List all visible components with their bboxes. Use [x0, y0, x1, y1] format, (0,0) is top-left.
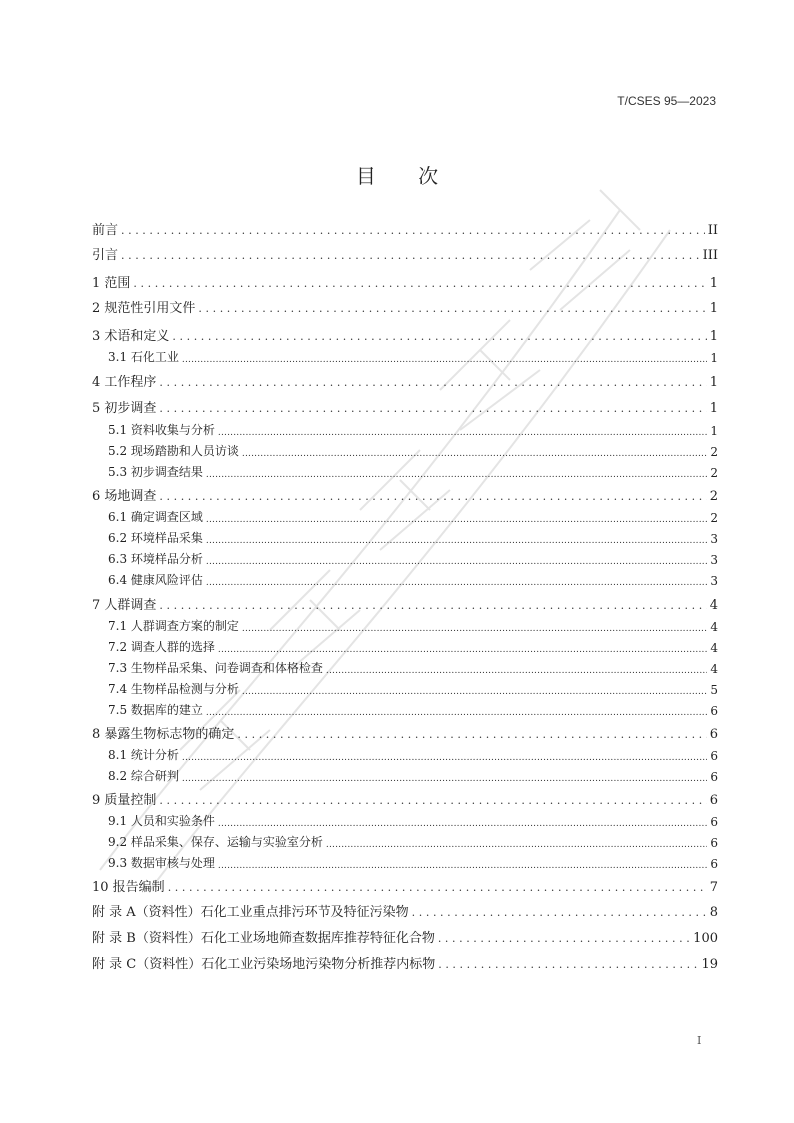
dot-leader — [182, 770, 707, 784]
toc-entry-title: 1 范围 — [92, 276, 131, 291]
dot-leader — [206, 553, 707, 567]
toc-entry-title: 6.3 环境样品分析 — [108, 552, 203, 566]
dot-leader — [121, 223, 705, 238]
toc-entry-title: 前言 — [92, 223, 119, 238]
dot-leader — [159, 489, 706, 504]
toc-entry-page: 6 — [710, 704, 718, 718]
dot-leader — [121, 248, 700, 263]
toc-entry-title: 6.4 健康风险评估 — [108, 573, 203, 587]
dot-leader — [242, 620, 707, 634]
toc-entry-page: 2 — [709, 489, 718, 504]
toc-entry-page: 1 — [709, 329, 718, 344]
toc-entry-title: 附 录 C（资料性）石化工业污染场地污染物分析推荐内标物 — [92, 957, 436, 972]
toc-entry-page: 6 — [710, 815, 718, 829]
toc-entry-page: 4 — [710, 662, 718, 676]
toc-entry-page: 4 — [710, 641, 718, 655]
toc-entry[interactable] — [108, 420, 718, 438]
dot-leader — [206, 532, 707, 546]
toc-entry[interactable] — [108, 745, 718, 763]
toc-entry-page: 1 — [709, 301, 718, 316]
toc-entry[interactable] — [92, 954, 718, 972]
toc-entry[interactable] — [92, 902, 718, 920]
toc-entry-page: 1 — [709, 276, 718, 291]
toc-entry[interactable] — [108, 347, 718, 365]
toc-entry[interactable] — [108, 570, 718, 588]
dot-leader — [159, 375, 706, 390]
toc-entry[interactable] — [92, 790, 718, 808]
toc-entry[interactable] — [108, 441, 718, 459]
toc-entry-title: 8.2 综合研判 — [108, 769, 179, 783]
toc-entry-page: 2 — [710, 445, 718, 459]
toc-entry-title: 5.1 资料收集与分析 — [108, 423, 215, 437]
dot-leader — [326, 662, 707, 676]
toc-entry-title: 5.3 初步调查结果 — [108, 465, 203, 479]
toc-entry[interactable] — [92, 298, 718, 316]
toc-entry[interactable] — [108, 766, 718, 784]
toc-entry-page: 7 — [709, 880, 718, 895]
toc-entry-page: 6 — [710, 857, 718, 871]
toc-entry-page: 1 — [709, 375, 718, 390]
toc-entry[interactable] — [108, 700, 718, 718]
toc-entry-title: 3 术语和定义 — [92, 329, 170, 344]
toc-entry-title: 7.3 生物样品采集、问卷调查和体格检查 — [108, 661, 323, 675]
dot-leader — [133, 276, 706, 291]
toc-entry[interactable] — [92, 486, 718, 504]
toc-entry[interactable] — [108, 462, 718, 480]
toc-entry-title: 引言 — [92, 248, 119, 263]
toc-entry[interactable] — [108, 811, 718, 829]
toc-entry-title: 7.2 调查人群的选择 — [108, 640, 215, 654]
toc-entry-page: 1 — [710, 424, 718, 438]
toc-entry-page: 6 — [709, 727, 718, 742]
toc-entry-title: 附 录 B（资料性）石化工业场地筛查数据库推荐特征化合物 — [92, 931, 435, 946]
toc-entry-title: 6.2 环境样品采集 — [108, 531, 203, 545]
toc-entry-title: 2 规范性引用文件 — [92, 301, 196, 316]
dot-leader — [206, 574, 707, 588]
toc-entry-title: 9.1 人员和实验条件 — [108, 814, 215, 828]
dot-leader — [182, 749, 707, 763]
dot-leader — [242, 683, 707, 697]
toc-entry-page: 6 — [710, 749, 718, 763]
dot-leader — [182, 351, 707, 365]
toc-entry-page: 1 — [710, 351, 718, 365]
dot-leader — [218, 641, 707, 655]
toc-entry-title: 10 报告编制 — [92, 880, 165, 895]
dot-leader — [438, 931, 690, 946]
toc-entry-page: III — [702, 248, 718, 263]
toc-entry-page: 4 — [710, 620, 718, 634]
toc-entry-page: 4 — [709, 598, 718, 613]
dot-leader — [438, 957, 698, 972]
dot-leader — [172, 329, 706, 344]
toc-entry[interactable] — [108, 658, 718, 676]
toc-entry[interactable] — [92, 372, 718, 390]
dot-leader — [159, 598, 706, 613]
document-code: T/CSES 95—2023 — [617, 94, 716, 108]
page-title: 目 次 — [355, 164, 457, 188]
toc-entry-title: 9.3 数据审核与处理 — [108, 856, 215, 870]
toc-entry-page: 2 — [710, 511, 718, 525]
toc-entry-title: 8.1 统计分析 — [108, 748, 179, 762]
toc-entry-title: 7.4 生物样品检测与分析 — [108, 682, 239, 696]
toc-entry[interactable] — [92, 398, 718, 416]
dot-leader — [206, 511, 707, 525]
toc-entry-page: 100 — [693, 931, 718, 946]
toc-entry-title: 8 暴露生物标志物的确定 — [92, 727, 235, 742]
toc-entry[interactable] — [108, 832, 718, 850]
toc-entry-page: 6 — [710, 836, 718, 850]
toc-entry-title: 9.2 样品采集、保存、运输与实验室分析 — [108, 835, 323, 849]
dot-leader — [242, 445, 707, 459]
toc-entry-title: 7 人群调查 — [92, 598, 157, 613]
dot-leader — [206, 466, 707, 480]
toc-entry-page: 6 — [710, 770, 718, 784]
toc-entry-page: 3 — [710, 574, 718, 588]
toc-entry-page: 1 — [709, 401, 718, 416]
toc-entry-title: 4 工作程序 — [92, 375, 157, 390]
dot-leader — [412, 905, 707, 920]
toc-entry-page: 2 — [710, 466, 718, 480]
toc-entry[interactable] — [92, 220, 718, 238]
dot-leader — [218, 424, 707, 438]
toc-entry[interactable] — [92, 326, 718, 344]
dot-leader — [237, 727, 706, 742]
dot-leader — [206, 704, 707, 718]
toc-entry-title: 6.1 确定调查区域 — [108, 510, 203, 524]
toc-entry[interactable] — [108, 637, 718, 655]
dot-leader — [198, 301, 706, 316]
toc-entry[interactable] — [108, 507, 718, 525]
toc-entry[interactable] — [108, 679, 718, 697]
toc-entry-page: 3 — [710, 553, 718, 567]
toc-entry-title: 5 初步调查 — [92, 401, 157, 416]
toc-entry[interactable] — [108, 528, 718, 546]
toc-entry-title: 3.1 石化工业 — [108, 350, 179, 364]
toc-entry[interactable] — [108, 853, 718, 871]
toc-entry[interactable] — [92, 724, 718, 742]
dot-leader — [159, 793, 706, 808]
toc-entry-page: 8 — [709, 905, 718, 920]
toc-entry-page: 19 — [701, 957, 718, 972]
dot-leader — [326, 836, 707, 850]
toc-entry-page: 5 — [710, 683, 718, 697]
toc-entry-title: 6 场地调查 — [92, 489, 157, 504]
toc-entry-title: 附 录 A（资料性）石化工业重点排污环节及特征污染物 — [92, 905, 409, 920]
toc-entry[interactable] — [108, 549, 718, 567]
dot-leader — [159, 401, 706, 416]
toc-entry[interactable] — [92, 877, 718, 895]
dot-leader — [218, 815, 707, 829]
dot-leader — [218, 857, 707, 871]
toc-entry[interactable] — [92, 273, 718, 291]
toc-entry-page: 6 — [709, 793, 718, 808]
toc-entry[interactable] — [92, 595, 718, 613]
toc-entry-title: 7.5 数据库的建立 — [108, 703, 203, 717]
toc-entry-title: 5.2 现场踏勘和人员访谈 — [108, 444, 239, 458]
toc-entry[interactable] — [92, 928, 718, 946]
dot-leader — [168, 880, 707, 895]
toc-entry-title: 7.1 人群调查方案的制定 — [108, 619, 239, 633]
page-number: I — [697, 1034, 702, 1047]
toc-entry-page: II — [707, 223, 718, 238]
toc-entry-title: 9 质量控制 — [92, 793, 157, 808]
toc-entry-page: 3 — [710, 532, 718, 546]
toc-entry[interactable] — [92, 245, 718, 263]
toc-entry[interactable] — [108, 616, 718, 634]
